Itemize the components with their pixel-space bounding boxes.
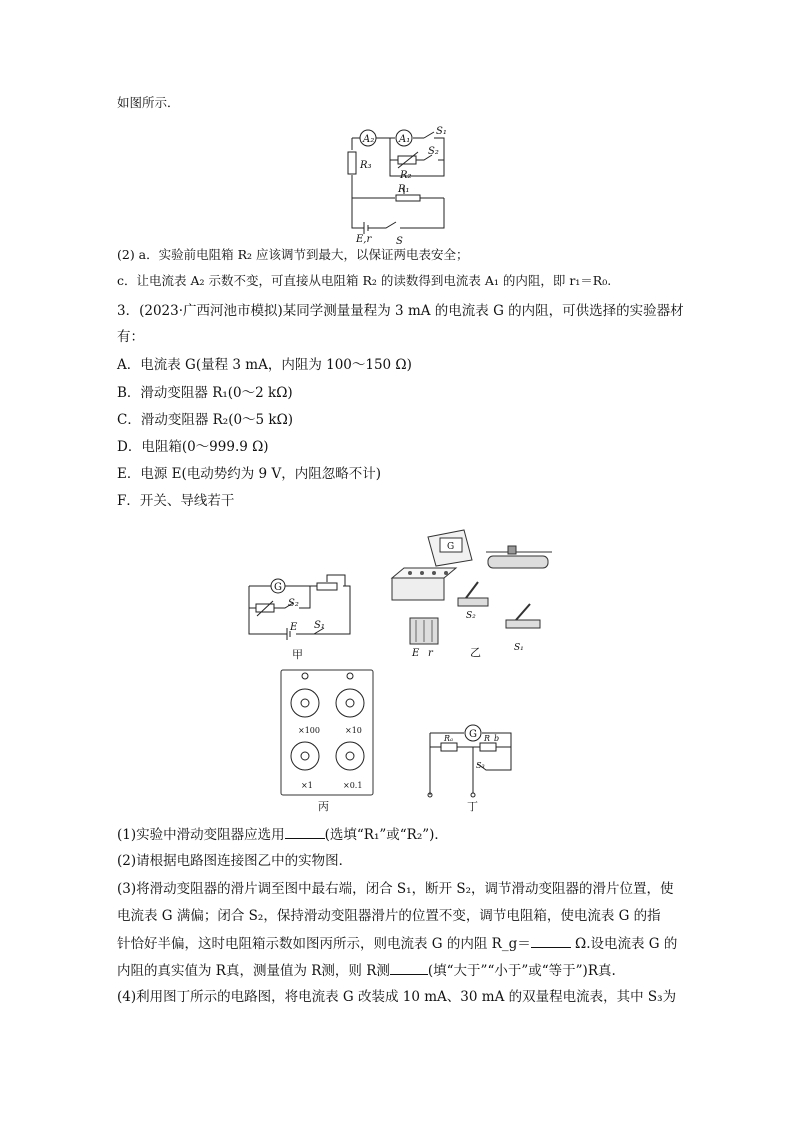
option-e: E．电源 E(电动势约为 9 V，内阻忽略不计) — [117, 466, 381, 482]
answer-blank-rg[interactable] — [531, 934, 571, 948]
resistance-box-device-icon — [392, 578, 444, 600]
question-3-line2: 有： — [117, 329, 144, 345]
svg-text:S₃: S₃ — [476, 761, 485, 770]
switch-s2-device-icon — [458, 598, 488, 606]
svg-text:S₂: S₂ — [288, 598, 299, 609]
svg-text:S₂: S₂ — [466, 611, 476, 621]
rheostat-device-icon — [488, 556, 548, 568]
svg-text:Rₐ: Rₐ — [444, 734, 454, 743]
svg-text:S₁: S₁ — [514, 643, 524, 653]
svg-text:S₁: S₁ — [314, 620, 325, 631]
svg-text:R₂: R₂ — [400, 170, 412, 181]
question-3-line1: 3．(2023·广西河池市模拟)某同学测量量程为 3 mA 的电流表 G 的内阻，可供选择的实验器材 — [117, 303, 684, 319]
resistance-box-bing — [281, 670, 373, 813]
svg-text:×100: ×100 — [298, 726, 320, 735]
svg-text:A₁: A₁ — [399, 134, 411, 145]
resistor-rb-icon — [480, 743, 496, 751]
question-3b: 电流表 G 满偏；闭合 S₂，保持滑动变阻器滑片的位置不变，调节电阻箱，使电流表 G 的指 — [117, 908, 661, 924]
svg-text:r: r — [428, 648, 433, 659]
question-1: (1)实验中滑动变阻器应选用 (选填“R₁”或“R₂”)． — [117, 827, 448, 843]
answer-2a: (2) a．实验前电阻箱 R₂ 应该调节到最大，以保证两电表安全； — [117, 247, 469, 262]
dial-x10-icon — [336, 689, 364, 717]
svg-text:S₂: S₂ — [428, 146, 439, 157]
answer-blank-compare[interactable] — [390, 961, 428, 975]
svg-text:丁: 丁 — [467, 800, 478, 813]
svg-text:R_b: R_b — [484, 734, 500, 743]
question-3a: (3)将滑动变阻器的滑片调至图中最右端，闭合 S₁，断开 S₂，调节滑动变阻器的滑片位置，使 — [117, 881, 674, 897]
option-f: F．开关、导线若干 — [117, 493, 235, 509]
svg-text:E: E — [412, 648, 420, 659]
question-3c: 针恰好半偏，这时电阻箱示数如图丙所示，则电流表 G 的内阻 R_g＝ Ω.设电流表 G 的 — [117, 936, 678, 952]
svg-text:乙: 乙 — [470, 646, 481, 659]
svg-text:×1: ×1 — [301, 781, 313, 790]
circuit-ding — [428, 725, 511, 813]
svg-text:×0.1: ×0.1 — [343, 781, 363, 790]
svg-text:×10: ×10 — [345, 726, 362, 735]
svg-text:E: E — [290, 622, 298, 633]
dial-x1-icon — [291, 742, 319, 770]
svg-text:丙: 丙 — [318, 800, 329, 813]
svg-text:G: G — [274, 582, 282, 593]
svg-text:S: S — [396, 236, 403, 247]
answer-blank-1[interactable] — [285, 825, 325, 839]
answer-2c: c．让电流表 A₂ 示数不变，可直接从电阻箱 R₂ 的读数得到电流表 A₁ 的内阻，即 r₁＝R₀. — [117, 273, 612, 288]
svg-text:R₁: R₁ — [398, 184, 410, 195]
circuit-jia — [249, 575, 350, 661]
intro-text: 如图所示． — [117, 95, 180, 110]
svg-text:R₃: R₃ — [360, 160, 372, 171]
dial-x01-icon — [336, 742, 364, 770]
option-c: C．滑动变阻器 R₂(0～5 kΩ) — [117, 412, 294, 428]
svg-text:A₂: A₂ — [363, 134, 375, 145]
svg-text:G: G — [469, 729, 477, 740]
option-a: A．电流表 G(量程 3 mA，内阻为 100～150 Ω) — [117, 357, 412, 373]
switch-s1-device-icon — [506, 620, 540, 628]
svg-text:G: G — [447, 542, 455, 552]
option-b: B．滑动变阻器 R₁(0～2 kΩ) — [117, 385, 293, 401]
apparatus-yi — [392, 530, 552, 659]
svg-text:甲: 甲 — [292, 648, 303, 661]
dial-x100-icon — [291, 689, 319, 717]
svg-text:E,r: E,r — [356, 234, 372, 245]
resistor-ra-icon — [441, 743, 457, 751]
question-2: (2)请根据电路图连接图乙中的实物图． — [117, 853, 353, 869]
rheostat-icon — [317, 583, 337, 590]
question-4: (4)利用图丁所示的电路图，将电流表 G 改装成 10 mA、30 mA 的双量程电流表，其中 S₃为 — [117, 989, 677, 1005]
option-d: D．电阻箱(0～999.9 Ω) — [117, 439, 269, 455]
question-3d: 内阻的真实值为 R真，测量值为 R测，则 R测 (填“大于”“小于”或“等于”)R真. — [117, 963, 616, 979]
svg-text:S₁: S₁ — [436, 126, 447, 137]
